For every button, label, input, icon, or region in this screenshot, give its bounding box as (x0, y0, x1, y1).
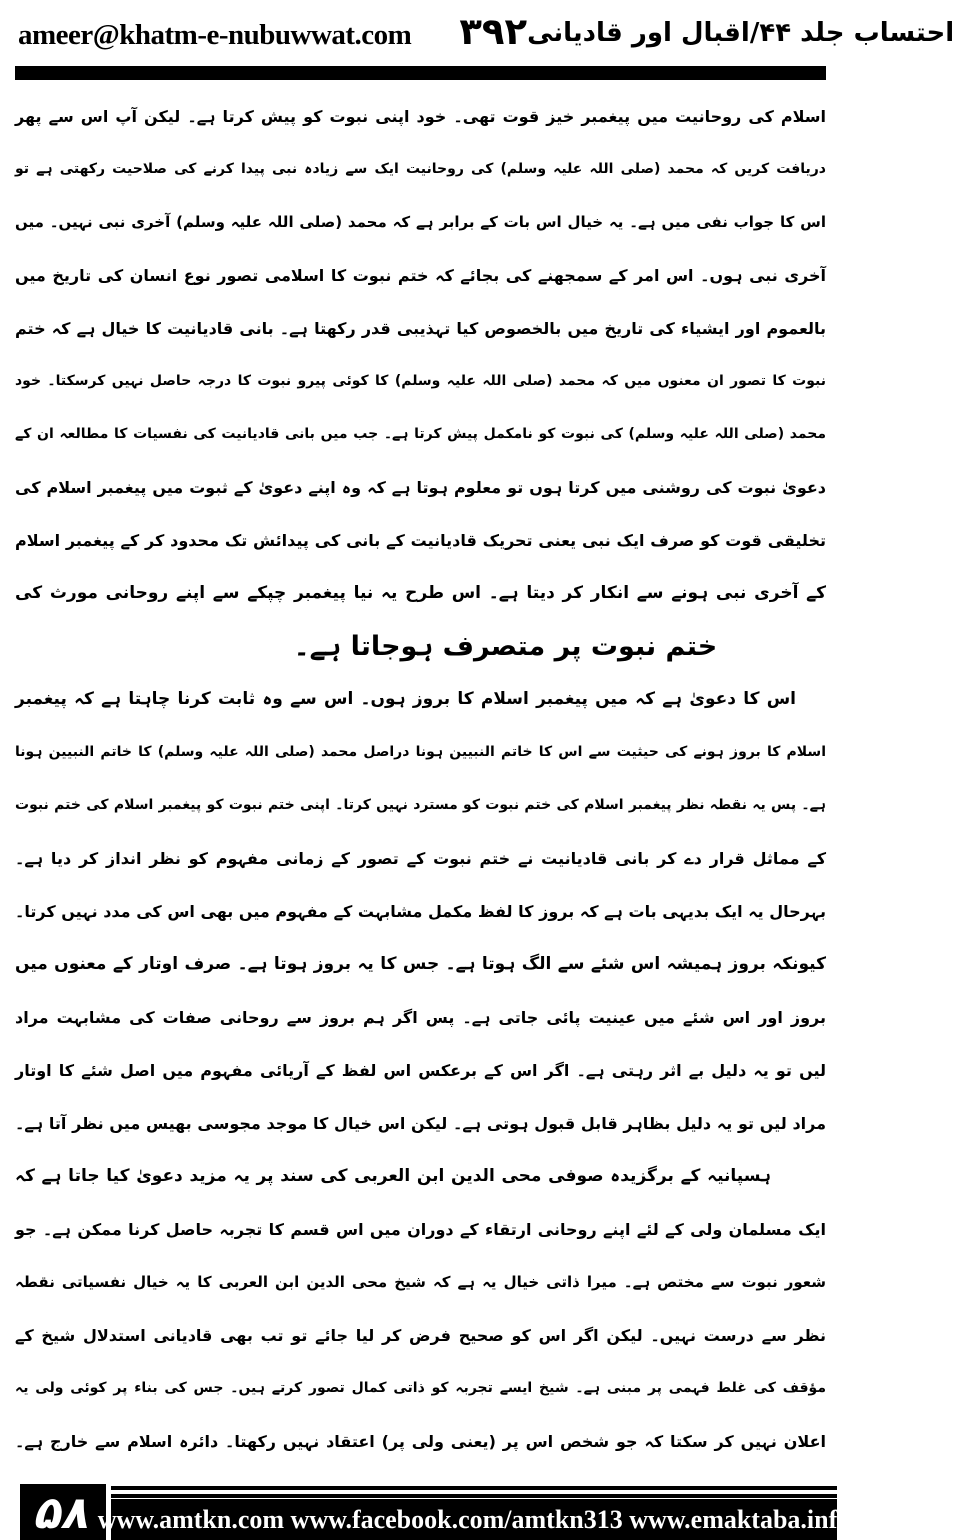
body-text-line-paragraph-start: ہسپانیہ کے برگزیدہ صوفی محی الدین ابن العربی کی سند پر یہ مزید دعویٰ کیا جاتا ہے کہ (15, 1166, 771, 1186)
body-text-line: کیونکہ بروز ہمیشہ اس شئے سے الگ ہوتا ہے۔ جس کا یہ بروز ہوتا ہے۔ صرف اوتار کے معنوں میں (15, 954, 826, 974)
body-text-line: ہے۔ پس یہ نقطہ نظر پیغمبر اسلام کی ختم نبوت کو مسترد نہیں کرتا۔ اپنی ختم نبوت کو پیغمبر اسلام کی ختم نبوت (15, 797, 826, 813)
body-text-line: دعویٰ نبوت کی روشنی میں کرتا ہوں تو معلوم ہوتا ہے کہ وہ اپنے دعویٰ کے ثبوت میں پیغمبر اسلام کی (15, 478, 826, 497)
footer-page-number: ۵۸ (29, 1485, 97, 1539)
body-text-line: لیں تو یہ دلیل بے اثر رہتی ہے۔ اگر اس کے برعکس اس لفظ کے آریائی مفہوم میں اصل شئے کا اوتار (15, 1061, 826, 1080)
body-text-line: اعلان نہیں کر سکتا کہ جو شخص اس پر (یعنی ولی پر) اعتقاد نہیں رکھتا۔ دائرہ اسلام سے خارج ہے۔ (15, 1432, 826, 1451)
page-header (0, 0, 954, 60)
footer-links-bar (97, 1499, 851, 1540)
footer-rule-top (111, 1486, 837, 1490)
body-text-line: دریافت کریں کہ محمد (صلی اللہ علیہ وسلم) کی روحانیت ایک سے زیادہ نبی پیدا کرنے کی صلاحیت رکھتی ہے تو (15, 161, 826, 177)
footer-page-number-box (20, 1484, 106, 1540)
body-text-line: بالعموم اور ایشیاء کی تاریخ میں بالخصوص کیا تہذیبی قدر رکھتا ہے۔ بانی قادیانیت کا خیال ہے کہ ختم (15, 319, 826, 338)
footer-right-group (97, 1484, 851, 1540)
body-text-line: مراد لیں تو یہ دلیل بظاہر قابل قبول ہوتی ہے۔ لیکن اس خیال کا موجد مجوسی بھیس میں نظر آتا ہے۔ (15, 1114, 826, 1133)
body-text-line: نبوت کا تصور ان معنوں میں کہ محمد (صلی اللہ علیہ وسلم) کا کوئی پیرو نبوت کا درجہ حاصل نہیں کرسکتا۔ خود (15, 373, 826, 389)
header-page-number: ۳۹۲ (459, 10, 528, 53)
footer-double-rule (111, 1484, 837, 1499)
body-text-line: آخری نبی ہوں۔ اس امر کے سمجھنے کی بجائے کہ ختم نبوت کا اسلامی تصور نوع انسان کی تاریخ میں (15, 266, 826, 285)
body-text-line: کے آخری نبی ہونے سے انکار کر دیتا ہے۔ اس طرح یہ نیا پیغمبر چپکے سے اپنے روحانی مورث کی (15, 583, 826, 603)
body-text-line-paragraph-end: ختم نبوت پر متصرف ہوجاتا ہے۔ (293, 631, 718, 662)
header-left-group (18, 12, 527, 52)
header-divider-bar (15, 66, 826, 80)
body-text-line: نظر سے درست نہیں۔ لیکن اگر اس کو صحیح فرض کر لیا جائے تو تب بھی قادیانی استدلال شیخ کے (15, 1326, 826, 1345)
body-text-block (0, 80, 840, 1468)
body-text-line: شعور نبوت سے مختص ہے۔ میرا ذاتی خیال یہ ہے کہ شیخ محی الدین ابن العربی کا یہ خیال نفسیاتی نقطہ (15, 1273, 826, 1291)
body-text-line-paragraph-start: اس کا دعویٰ ہے کہ میں پیغمبر اسلام کا بروز ہوں۔ اس سے وہ ثابت کرنا چاہتا ہے کہ پیغمبر (15, 689, 796, 709)
body-text-line: ایک مسلمان ولی کے لئے اپنے روحانی ارتقاء کے دوران میں اس قسم کا تجربہ حاصل کرنا ممکن ہے۔ جو (15, 1220, 826, 1239)
body-text-line: محمد (صلی اللہ علیہ وسلم) کی نبوت کو نامکمل پیش کرتا ہے۔ جب میں بانی قادیانیت کی نفسیات کا مطالعہ ان کے (15, 426, 826, 442)
footer-rule-bottom (111, 1494, 837, 1498)
body-text-line: اس کا جواب نفی میں ہے۔ یہ خیال اس بات کے برابر ہے کہ محمد (صلی اللہ علیہ وسلم) آخری نبی نہیں۔ میں (15, 213, 826, 231)
body-text-line: تخلیقی قوت کو صرف ایک نبی یعنی تحریک قادیانیت کے بانی کی پیدائش تک محدود کر کے پیغمبر اسلام (15, 531, 826, 550)
body-text-line: مؤقف کی غلط فہمی پر مبنی ہے۔ شیخ ایسے تجربہ کو ذاتی کمال تصور کرتے ہیں۔ جس کی بناء پر کوئی ولی یہ (15, 1380, 826, 1396)
header-book-title: احتساب جلد ۴۴/اقبال اور قادیانی (527, 18, 954, 48)
body-text-line: بروز اور اس شئے میں عینیت پائی جاتی ہے۔ پس اگر ہم بروز سے روحانی صفات کی مشابہت مراد (15, 1008, 826, 1027)
body-text-line: اسلام کی روحانیت میں پیغمبر خیز قوت تھی۔ خود اپنی نبوت کو پیش کرتا ہے۔ لیکن آپ اس سے پھر (15, 107, 826, 126)
footer-links-text: www.amtkn.com www.facebook.com/amtkn313 www.emaktaba.info (97, 1504, 851, 1534)
body-text-line: بہرحال یہ ایک بدیہی بات ہے کہ بروز کا لفظ مکمل مشابہت کے مفہوم میں بھی اس کی مدد نہیں کرتا۔ (15, 902, 826, 921)
header-email: ameer@khatm-e-nubuwwat.com (18, 19, 412, 51)
page-footer (0, 1484, 851, 1540)
body-text-line: اسلام کا بروز ہونے کی حیثیت سے اس کا خاتم النبیین ہونا دراصل محمد (صلی اللہ علیہ وسلم) کا خاتم النبیین ہونا (15, 744, 826, 760)
body-text-line: کے مماثل قرار دے کر بانی قادیانیت نے ختم نبوت کے تصور کے زمانی مفہوم کو نظر انداز کر دیا ہے۔ (15, 849, 826, 868)
